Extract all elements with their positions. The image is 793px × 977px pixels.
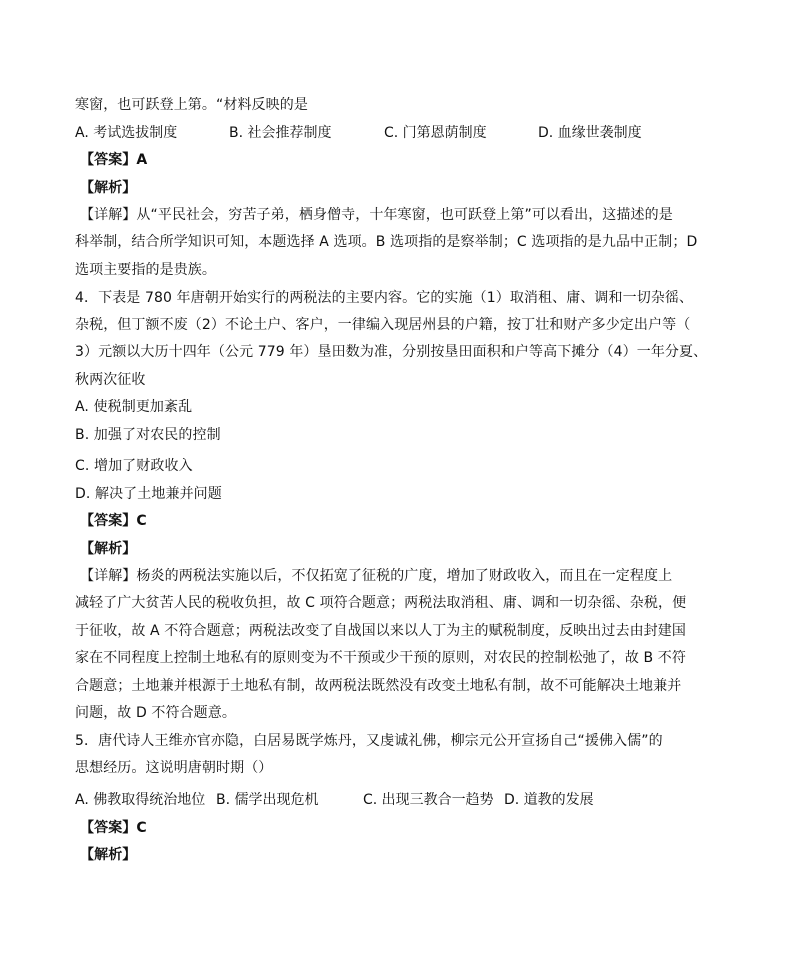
q4-analysis-heading: 【解析】 xyxy=(80,541,137,557)
q4-option-c: C. 增加了财政收入 xyxy=(75,458,193,474)
q5-analysis-heading: 【解析】 xyxy=(80,847,137,863)
q5-answer: 【答案】C xyxy=(80,820,147,836)
q5-stem-line: 思想经历。这说明唐朝时期（） xyxy=(75,760,273,776)
q5-option-d: D. 道教的发展 xyxy=(504,792,594,808)
q4-stem-line: 4．下表是 780 年唐朝开始实行的两税法的主要内容。它的实施（1）取消租、庸、调和一切杂徭、 xyxy=(75,290,694,306)
q5-option-c: C. 出现三教合一趋势 xyxy=(363,792,494,808)
q4-detail-line: 于征收，故 A 不符合题意；两税法改变了自战国以来以人丁为主的赋税制度，反映出过去由封建国 xyxy=(75,623,686,639)
q5-stem-line: 5．唐代诗人王维亦官亦隐，白居易既学炼丹，又虔诚礼佛，柳宗元公开宣扬自己“援佛入儒”的 xyxy=(75,733,663,749)
q4-detail-line: 减轻了广大贫苦人民的税收负担，故 C 项符合题意；两税法取消租、庸、调和一切杂徭、杂税，便 xyxy=(75,595,687,611)
q3-analysis-heading: 【解析】 xyxy=(80,180,137,196)
q4-answer: 【答案】C xyxy=(80,513,147,529)
q4-detail-line: 【详解】杨炎的两税法实施以后，不仅拓宽了征税的广度，增加了财政收入，而且在一定程度上 xyxy=(80,568,673,584)
q3-option-b: B. 社会推荐制度 xyxy=(229,125,332,141)
q4-option-b: B. 加强了对农民的控制 xyxy=(75,427,221,443)
q3-option-c: C. 门第恩荫制度 xyxy=(384,125,487,141)
q3-detail-line: 科举制，结合所学知识可知，本题选择 A 选项。B 选项指的是察举制；C 选项指的是九品中正制；D xyxy=(75,234,698,250)
q3-detail-line: 【详解】从“平民社会，穷苦子弟，栖身僧寺，十年寒窗，也可跃登上第”可以看出，这描述的是 xyxy=(80,207,673,223)
q3-stem-tail: 寒窗，也可跃登上第。“材料反映的是 xyxy=(75,97,308,113)
q4-detail-line: 合题意；土地兼并根源于土地私有制，故两税法既然没有改变土地私有制，故不可能解决土地兼并 xyxy=(75,678,682,694)
q3-option-a: A. 考试选拔制度 xyxy=(75,125,178,141)
q3-detail-line: 选项主要指的是贵族。 xyxy=(75,262,216,278)
q4-stem-line: 杂税，但丁额不废（2）不论土户、客户，一律编入现居州县的户籍，按丁壮和财产多少定出户等（ xyxy=(75,317,691,333)
q4-option-a: A. 使税制更加紊乱 xyxy=(75,399,193,415)
q4-stem-line: 秋两次征收 xyxy=(75,372,146,388)
q4-detail-line: 家在不同程度上控制土地私有的原则变为不干预或少干预的原则，对农民的控制松弛了，故 B 不符 xyxy=(75,650,687,666)
q4-option-d: D. 解决了土地兼并问题 xyxy=(75,486,222,502)
q4-stem-line: 3）元额以大历十四年（公元 779 年）垦田数为准，分别按垦田面积和户等高下摊分（4）一年分夏、 xyxy=(75,344,708,360)
q4-detail-line: 问题，故 D 不符合题意。 xyxy=(75,705,236,721)
q3-answer: 【答案】A xyxy=(80,152,148,168)
q3-option-d: D. 血缘世袭制度 xyxy=(538,125,642,141)
q5-option-b: B. 儒学出现危机 xyxy=(216,792,319,808)
q5-option-a: A. 佛教取得统治地位 xyxy=(75,792,206,808)
